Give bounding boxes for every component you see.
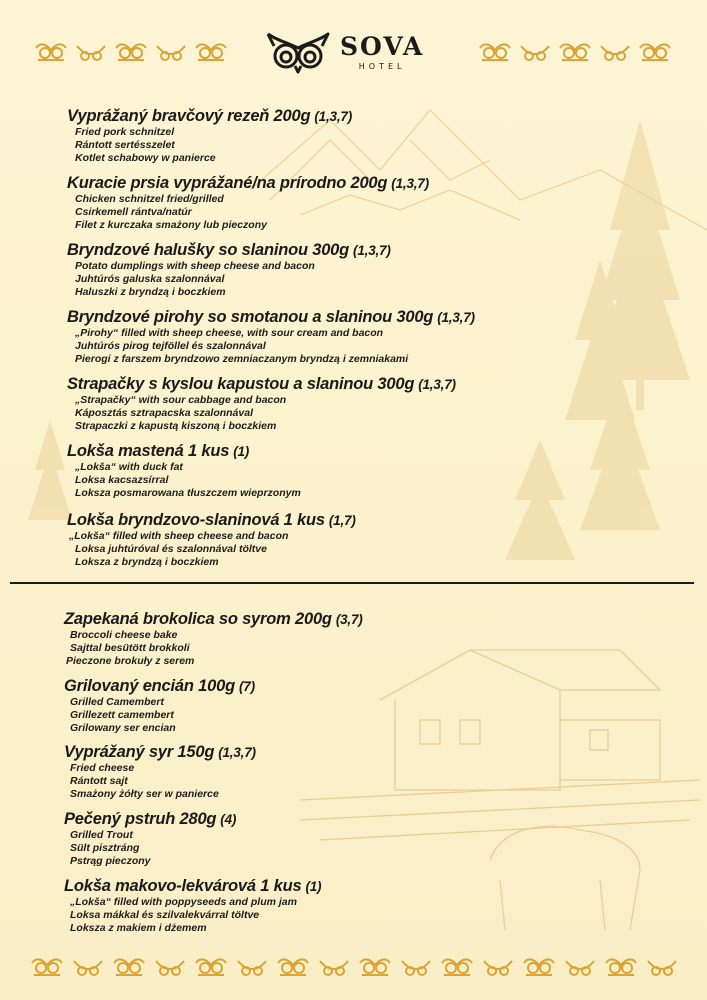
translation-en: Fried pork schnitzel <box>75 126 175 138</box>
translation-hu: Csirkemell rántva/natúr <box>75 206 192 219</box>
translation-pl: Loksza posmarowana tłuszczem wieprzonym <box>75 487 301 500</box>
allergens: (1,3,7) <box>418 377 456 392</box>
allergens: (3,7) <box>335 612 363 627</box>
dish-title: Vyprážaný bravčový rezeň 200g <box>67 107 311 125</box>
folk-ornament-icon <box>30 957 64 979</box>
folk-ornament-icon <box>154 42 188 64</box>
dish-title: Kuracie prsia vyprážané/na prírodno 200g <box>67 174 388 192</box>
translation-pl: Loksza z makiem i dżemem <box>70 922 207 935</box>
translation-en: Potato dumplings with sheep cheese and bacon <box>75 260 315 272</box>
folk-ornament-icon <box>481 957 515 979</box>
translation-pl: Pstrąg pieczony <box>70 855 151 868</box>
folk-ornament-icon <box>71 957 105 979</box>
top-left-ornaments <box>34 42 228 64</box>
translation-en: „Lokša“ filled with poppyseeds and plum jam <box>70 896 297 908</box>
folk-ornament-icon <box>522 957 556 979</box>
folk-ornament-icon <box>235 957 269 979</box>
translation-pl: Kotlet schabowy w panierce <box>75 152 216 165</box>
folk-ornament-icon <box>604 957 638 979</box>
dish-title: Lokša bryndzovo-slaninová 1 kus <box>67 511 325 529</box>
allergens: (4) <box>220 812 237 827</box>
dish-title: Pečený pstruh 280g <box>64 810 217 828</box>
allergens: (1,3,7) <box>353 243 391 258</box>
translation-en: „Lokša“ with duck fat <box>75 461 183 473</box>
menu-item <box>64 810 236 869</box>
folk-ornament-icon <box>153 957 187 979</box>
allergens: (7) <box>238 679 255 694</box>
translation-pl: Strapaczki z kapustą kiszoną i boczkiem <box>75 420 277 433</box>
menu-item <box>64 610 363 669</box>
menu-item <box>67 107 352 166</box>
allergens: (1,3,7) <box>314 109 352 124</box>
folk-ornament-icon <box>114 42 148 64</box>
dish-title: Lokša makovo-lekvárová 1 kus <box>64 877 302 895</box>
menu-item <box>64 877 321 936</box>
translation-pl: Smażony żółty ser w panierce <box>70 788 219 801</box>
translation-pl: Pierogi z farszem bryndzowo zemniaczanym bryndzą i zemniakami <box>75 353 409 366</box>
folk-ornament-icon <box>399 957 433 979</box>
top-right-ornaments <box>478 42 672 64</box>
folk-ornament-icon <box>34 42 68 64</box>
translation-en: „Lokša“ filled with sheep cheese and bacon <box>69 530 289 542</box>
translation-en: Grilled Camembert <box>70 696 164 708</box>
translation-hu: Sajttal besütött brokkoli <box>70 642 190 655</box>
translation-hu: Rántott sertésszelet <box>75 139 175 152</box>
translation-hu: Loksa mákkal és szilvalekvárral töltve <box>70 909 260 922</box>
owl-icon <box>264 30 332 74</box>
allergens: (1,7) <box>328 513 356 528</box>
folk-ornament-icon <box>638 42 672 64</box>
translation-en: Broccoli cheese bake <box>70 629 178 641</box>
translation-hu: Káposztás sztrapacska szalonnával <box>75 407 253 420</box>
translation-hu: Loksa juhtúróval és szalonnával töltve <box>75 543 267 556</box>
menu-item <box>67 375 456 434</box>
translation-hu: Grillezett camembert <box>70 709 174 722</box>
translation-en: „Strapačky“ with sour cabbage and bacon <box>75 394 287 406</box>
translation-pl: Pieczone brokuły z serem <box>66 655 195 668</box>
bottom-ornaments <box>30 957 679 979</box>
menu-item <box>67 511 356 570</box>
translation-hu: Sült pisztráng <box>70 842 140 855</box>
translation-pl: Grilowany ser encian <box>70 722 176 735</box>
translation-hu: Loksa kacsazsírral <box>75 474 169 487</box>
allergens: (1,3,7) <box>437 310 475 325</box>
folk-ornament-icon <box>598 42 632 64</box>
allergens: (1,3,7) <box>391 176 429 191</box>
folk-ornament-icon <box>358 957 392 979</box>
folk-ornament-icon <box>478 42 512 64</box>
menu-item <box>67 308 475 367</box>
translation-pl: Filet z kurczaka smażony lub pieczony <box>75 219 267 232</box>
dish-title: Lokša mastená 1 kus <box>67 442 230 460</box>
folk-ornament-icon <box>317 957 351 979</box>
dish-title: Bryndzové halušky so slaninou 300g <box>67 241 350 259</box>
folk-ornament-icon <box>112 957 146 979</box>
folk-ornament-icon <box>518 42 552 64</box>
translation-hu: Juhtúrós galuska szalonnával <box>75 273 225 286</box>
menu-item <box>64 677 255 736</box>
menu-item <box>67 174 429 233</box>
menu-item <box>64 743 256 802</box>
allergens: (1,3,7) <box>218 745 256 760</box>
folk-ornament-icon <box>563 957 597 979</box>
folk-ornament-icon <box>440 957 474 979</box>
section-divider <box>10 582 694 584</box>
folk-ornament-icon <box>194 42 228 64</box>
dish-title: Strapačky s kyslou kapustou a slaninou 300g <box>67 375 415 393</box>
allergens: (1) <box>305 879 322 894</box>
translation-en: Chicken schnitzel fried/grilled <box>75 193 224 205</box>
hotel-logo <box>264 30 424 74</box>
brand-name: SOVA <box>340 31 425 61</box>
menu-item <box>67 241 391 300</box>
translation-en: Grilled Trout <box>70 829 133 841</box>
translation-pl: Haluszki z bryndzą i boczkiem <box>75 286 226 299</box>
menu-item <box>67 442 301 501</box>
brand-subtitle: HOTEL <box>358 61 406 71</box>
dish-title: Vyprážaný syr 150g <box>64 743 215 761</box>
translation-hu: Juhtúrós pirog tejföllel és szalonnával <box>75 340 266 353</box>
folk-ornament-icon <box>276 957 310 979</box>
dish-title: Grilovaný encián 100g <box>64 677 235 695</box>
translation-en: „Pirohy“ filled with sheep cheese, with sour cream and bacon <box>75 327 384 339</box>
dish-title: Zapekaná brokolica so syrom 200g <box>64 610 332 628</box>
dish-title: Bryndzové pirohy so smotanou a slaninou 300g <box>67 308 434 326</box>
folk-ornament-icon <box>74 42 108 64</box>
translation-pl: Loksza z bryndzą i boczkiem <box>75 556 219 569</box>
translation-hu: Rántott sajt <box>70 775 128 788</box>
folk-ornament-icon <box>645 957 679 979</box>
allergens: (1) <box>233 444 250 459</box>
translation-en: Fried cheese <box>70 762 135 774</box>
folk-ornament-icon <box>558 42 592 64</box>
folk-ornament-icon <box>194 957 228 979</box>
